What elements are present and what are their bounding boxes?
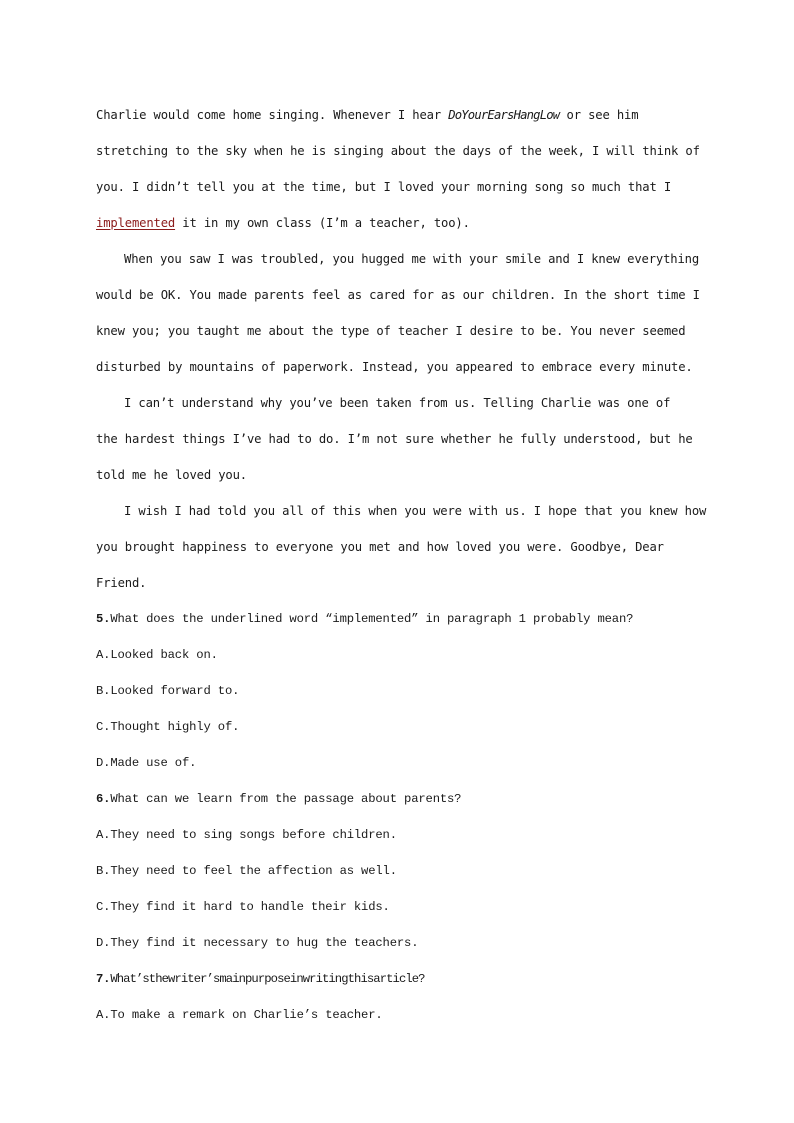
passage-line: I can’t understand why you’ve been taken from us. Telling Charlie was one of <box>124 396 671 410</box>
passage-line: would be OK. You made parents feel as cared for as our children. In the short time I <box>96 288 700 302</box>
question-number: 5. <box>96 612 111 626</box>
answer-option: D.Made use of. <box>96 756 197 770</box>
passage-line: When you saw I was troubled, you hugged me with your smile and I knew everything <box>124 252 699 266</box>
passage-line: knew you; you taught me about the type of teacher I desire to be. You never seemed <box>96 324 686 338</box>
passage-line: stretching to the sky when he is singing about the days of the week, I will think of <box>96 144 700 158</box>
underlined-word: implemented <box>96 216 176 230</box>
question-stem <box>96 791 461 807</box>
answer-option: A.They need to sing songs before children. <box>96 828 397 842</box>
answer-option: A.Looked back on. <box>96 648 218 662</box>
answer-option: C.They find it hard to handle their kids. <box>96 900 390 914</box>
question-text: What does the underlined word “implemented” in paragraph 1 probably mean? <box>110 612 634 626</box>
passage-line: the hardest things I’ve had to do. I’m not sure whether he fully understood, but he <box>96 432 693 446</box>
question-number: 7. <box>96 972 111 986</box>
passage-line: disturbed by mountains of paperwork. Instead, you appeared to embrace every minute. <box>96 360 693 374</box>
answer-option: C.Thought highly of. <box>96 720 240 734</box>
question-stem <box>96 611 633 627</box>
passage-text: it in my own class (I’m a teacher, too). <box>175 216 470 230</box>
passage-line <box>96 107 638 123</box>
passage-line: Friend. <box>96 576 147 590</box>
passage-text: or see him <box>559 108 639 122</box>
passage-text: Charlie would come home singing. Whenever I hear <box>96 108 449 122</box>
passage-line: I wish I had told you all of this when you were with us. I hope that you knew how <box>124 504 707 518</box>
passage-line: told me he loved you. <box>96 468 247 482</box>
answer-option: B.They need to feel the affection as well. <box>96 864 397 878</box>
question-number: 6. <box>96 792 111 806</box>
passage-line <box>96 215 470 231</box>
passage-line: you brought happiness to everyone you met and how loved you were. Goodbye, Dear <box>96 540 664 554</box>
question-text: What’sthewriter’smainpurposeinwritingthisarticle? <box>110 972 425 986</box>
question-text: What can we learn from the passage about parents? <box>110 792 462 806</box>
question-stem <box>96 971 425 987</box>
song-title: DoYourEarsHangLow <box>448 108 560 122</box>
answer-option: D.They find it necessary to hug the teachers. <box>96 936 419 950</box>
answer-option: B.Looked forward to. <box>96 684 240 698</box>
answer-option: A.To make a remark on Charlie’s teacher. <box>96 1008 383 1022</box>
passage-line: you. I didn’t tell you at the time, but I loved your morning song so much that I <box>96 180 671 194</box>
